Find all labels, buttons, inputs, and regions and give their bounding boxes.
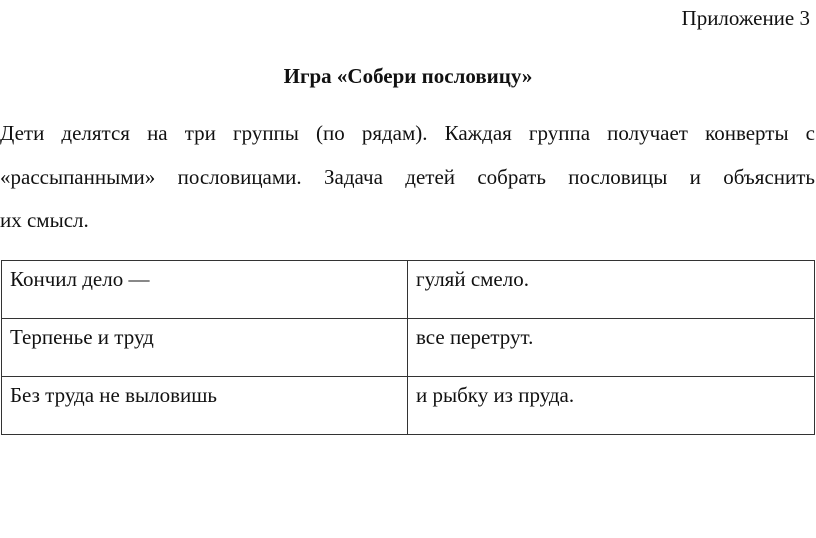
paragraph-line: «рассыпанными» пословицами. Задача детей собрать пословицы и объяснить — [0, 165, 815, 189]
table-row — [2, 377, 815, 435]
table-row — [2, 319, 815, 377]
proverb-start-cell: Кончил дело — — [2, 261, 408, 319]
paragraph-line: их смысл. — [0, 208, 89, 232]
proverb-start-cell: Терпенье и труд — [2, 319, 408, 377]
proverbs-table — [1, 260, 815, 435]
paragraph-line: Дети делятся на три группы (по рядам). Каждая группа получает конверты с — [0, 121, 815, 145]
table-row — [2, 261, 815, 319]
proverb-end-cell: все перетрут. — [408, 319, 815, 377]
proverb-end-cell: и рыбку из пруда. — [408, 377, 815, 435]
proverb-start-cell: Без труда не выловишь — [2, 377, 408, 435]
page-title: Игра «Собери пословицу» — [283, 64, 533, 88]
appendix-label: Приложение 3 — [681, 6, 810, 30]
proverb-end-cell: гуляй смело. — [408, 261, 815, 319]
